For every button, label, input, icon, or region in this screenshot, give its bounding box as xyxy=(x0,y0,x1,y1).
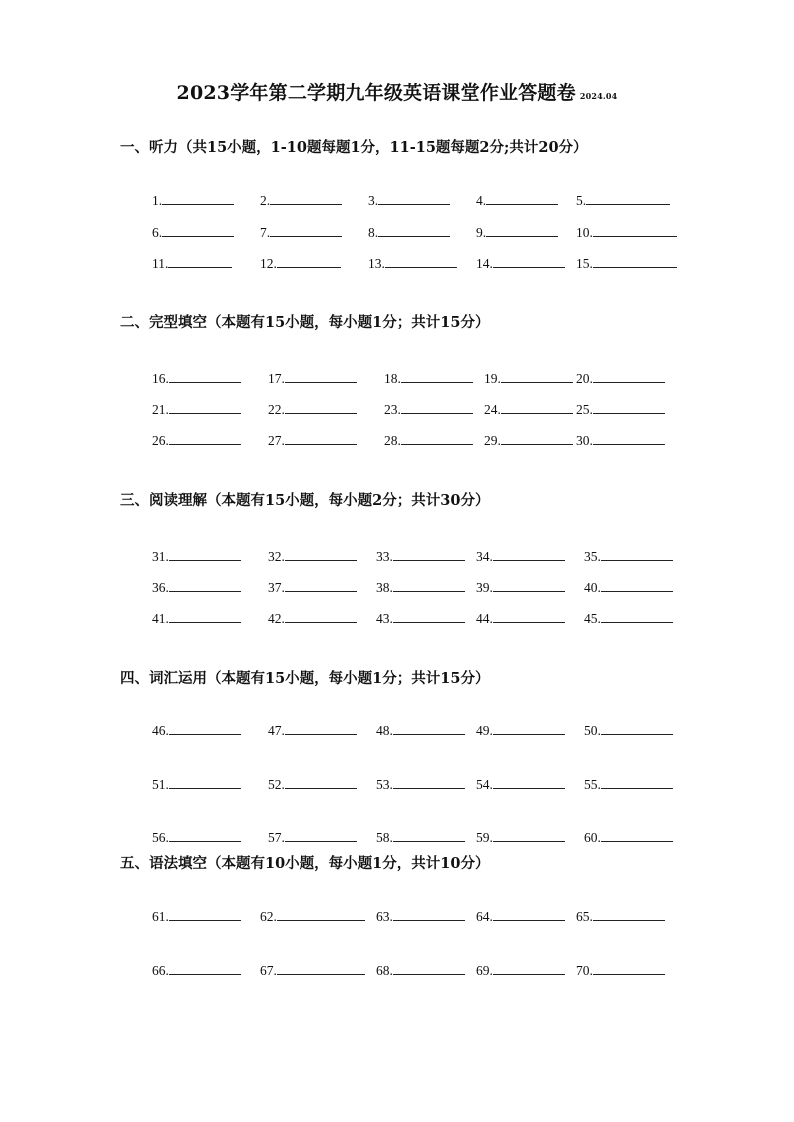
section-heading-grammar: 五、语法填空（本题有10小题，每小题1分，共计10分） xyxy=(120,855,490,872)
answer-item xyxy=(384,400,473,416)
answer-blank[interactable] xyxy=(486,191,558,205)
question-number: 21. xyxy=(152,402,169,417)
question-number: 51. xyxy=(152,777,169,792)
answer-item xyxy=(476,223,558,239)
question-number: 62. xyxy=(260,909,277,924)
answer-item xyxy=(152,191,234,207)
answer-blank[interactable] xyxy=(501,431,573,445)
answer-blank[interactable] xyxy=(270,223,342,237)
question-number: 67. xyxy=(260,963,277,978)
answer-item xyxy=(476,578,565,594)
question-number: 70. xyxy=(576,963,593,978)
answer-item xyxy=(260,223,342,239)
question-number: 34. xyxy=(476,549,493,564)
answer-item xyxy=(152,431,241,447)
answer-blank[interactable] xyxy=(393,828,465,842)
answer-blank[interactable] xyxy=(393,961,465,975)
answer-item xyxy=(152,828,241,844)
answer-blank[interactable] xyxy=(401,400,473,414)
answer-item xyxy=(260,961,365,977)
question-number: 36. xyxy=(152,580,169,595)
question-number: 61. xyxy=(152,909,169,924)
section-heading-reading: 三、阅读理解（本题有15小题，每小题2分；共计30分） xyxy=(120,492,490,509)
answer-blank[interactable] xyxy=(393,578,465,592)
question-number: 32. xyxy=(268,549,285,564)
question-number: 6. xyxy=(152,225,163,240)
answer-blank[interactable] xyxy=(401,369,473,383)
answer-blank[interactable] xyxy=(601,547,673,561)
question-number: 50. xyxy=(584,723,601,738)
answer-item xyxy=(576,961,665,977)
answer-blank[interactable] xyxy=(378,223,450,237)
answer-blank[interactable] xyxy=(285,609,357,623)
answer-blank[interactable] xyxy=(401,431,473,445)
answer-blank[interactable] xyxy=(285,775,357,789)
answer-item xyxy=(584,578,673,594)
question-number: 14. xyxy=(476,256,493,271)
answer-item xyxy=(152,578,241,594)
question-number: 56. xyxy=(152,830,169,845)
section-heading-listening: 一、听力（共15小题，1-10题每题1分，11-15题每题2分;共计20分） xyxy=(120,139,588,156)
question-number: 23. xyxy=(384,402,401,417)
question-number: 19. xyxy=(484,371,501,386)
answer-item xyxy=(152,400,241,416)
answer-item xyxy=(476,907,565,923)
answer-blank[interactable] xyxy=(169,369,241,383)
question-number: 43. xyxy=(376,611,393,626)
answer-item xyxy=(576,431,665,447)
answer-blank[interactable] xyxy=(501,369,573,383)
question-number: 69. xyxy=(476,963,493,978)
question-number: 29. xyxy=(484,433,501,448)
answer-item xyxy=(268,578,357,594)
answer-item xyxy=(152,609,241,625)
answer-item xyxy=(152,254,232,270)
answer-blank[interactable] xyxy=(378,191,450,205)
answer-blank[interactable] xyxy=(393,547,465,561)
answer-blank[interactable] xyxy=(169,907,241,921)
answer-blank[interactable] xyxy=(169,775,241,789)
answer-blank[interactable] xyxy=(285,431,357,445)
page-title xyxy=(0,78,794,105)
answer-item xyxy=(484,400,573,416)
question-number: 2. xyxy=(260,193,271,208)
answer-item xyxy=(576,254,677,270)
answer-blank[interactable] xyxy=(169,828,241,842)
question-number: 40. xyxy=(584,580,601,595)
answer-blank[interactable] xyxy=(169,578,241,592)
answer-blank[interactable] xyxy=(486,223,558,237)
answer-blank[interactable] xyxy=(285,828,357,842)
question-number: 18. xyxy=(384,371,401,386)
answer-blank[interactable] xyxy=(593,431,665,445)
question-number: 45. xyxy=(584,611,601,626)
question-number: 65. xyxy=(576,909,593,924)
answer-blank[interactable] xyxy=(601,775,673,789)
answer-item xyxy=(268,775,357,791)
answer-blank[interactable] xyxy=(285,578,357,592)
question-number: 1. xyxy=(152,193,163,208)
answer-item xyxy=(152,547,241,563)
answer-item xyxy=(376,828,465,844)
answer-item xyxy=(376,721,465,737)
answer-blank[interactable] xyxy=(493,961,565,975)
answer-item xyxy=(376,547,465,563)
answer-blank[interactable] xyxy=(277,254,341,268)
question-number: 22. xyxy=(268,402,285,417)
answer-item xyxy=(152,721,241,737)
question-number: 28. xyxy=(384,433,401,448)
answer-blank[interactable] xyxy=(393,721,465,735)
answer-item xyxy=(384,369,473,385)
answer-blank[interactable] xyxy=(601,609,673,623)
answer-item xyxy=(376,907,465,923)
answer-item xyxy=(268,721,357,737)
question-number: 17. xyxy=(268,371,285,386)
answer-blank[interactable] xyxy=(169,961,241,975)
question-number: 24. xyxy=(484,402,501,417)
answer-blank[interactable] xyxy=(277,961,365,975)
answer-blank[interactable] xyxy=(162,223,234,237)
answer-item xyxy=(260,191,342,207)
answer-blank[interactable] xyxy=(493,828,565,842)
question-number: 37. xyxy=(268,580,285,595)
answer-item xyxy=(476,961,565,977)
answer-blank[interactable] xyxy=(285,400,357,414)
answer-blank[interactable] xyxy=(169,431,241,445)
answer-blank[interactable] xyxy=(493,609,565,623)
question-number: 13. xyxy=(368,256,385,271)
answer-item xyxy=(152,223,234,239)
answer-item xyxy=(476,254,565,270)
answer-blank[interactable] xyxy=(169,609,241,623)
answer-blank[interactable] xyxy=(493,721,565,735)
question-number: 8. xyxy=(368,225,379,240)
question-number: 44. xyxy=(476,611,493,626)
answer-blank[interactable] xyxy=(586,191,670,205)
question-number: 53. xyxy=(376,777,393,792)
question-number: 59. xyxy=(476,830,493,845)
answer-blank[interactable] xyxy=(493,907,565,921)
answer-blank[interactable] xyxy=(393,907,465,921)
answer-blank[interactable] xyxy=(593,369,665,383)
question-number: 11. xyxy=(152,256,169,271)
answer-blank[interactable] xyxy=(593,907,665,921)
answer-blank[interactable] xyxy=(169,721,241,735)
answer-item xyxy=(584,721,673,737)
question-number: 60. xyxy=(584,830,601,845)
answer-item xyxy=(376,961,465,977)
question-number: 57. xyxy=(268,830,285,845)
answer-blank[interactable] xyxy=(169,400,241,414)
answer-item xyxy=(384,431,473,447)
question-number: 68. xyxy=(376,963,393,978)
question-number: 30. xyxy=(576,433,593,448)
answer-item xyxy=(476,191,558,207)
question-number: 27. xyxy=(268,433,285,448)
answer-blank[interactable] xyxy=(593,961,665,975)
question-number: 3. xyxy=(368,193,379,208)
date-label: 2024.04 xyxy=(579,91,618,101)
answer-blank[interactable] xyxy=(393,609,465,623)
question-number: 64. xyxy=(476,909,493,924)
question-number: 26. xyxy=(152,433,169,448)
answer-item xyxy=(476,721,565,737)
question-number: 42. xyxy=(268,611,285,626)
answer-item xyxy=(268,369,357,385)
answer-blank[interactable] xyxy=(493,254,565,268)
question-number: 39. xyxy=(476,580,493,595)
answer-blank[interactable] xyxy=(277,907,365,921)
answer-item xyxy=(576,369,665,385)
answer-item xyxy=(476,775,565,791)
section-heading-vocabulary: 四、词汇运用（本题有15小题，每小题1分；共计15分） xyxy=(120,670,490,687)
answer-item xyxy=(152,907,241,923)
question-number: 10. xyxy=(576,225,593,240)
question-number: 33. xyxy=(376,549,393,564)
question-number: 46. xyxy=(152,723,169,738)
answer-item xyxy=(576,191,670,207)
question-number: 54. xyxy=(476,777,493,792)
answer-item xyxy=(376,775,465,791)
answer-item xyxy=(584,775,673,791)
question-number: 4. xyxy=(476,193,487,208)
answer-item xyxy=(152,369,241,385)
question-number: 31. xyxy=(152,549,169,564)
answer-blank[interactable] xyxy=(285,721,357,735)
answer-item xyxy=(584,547,673,563)
answer-item xyxy=(152,961,241,977)
question-number: 55. xyxy=(584,777,601,792)
answer-item xyxy=(476,547,565,563)
answer-blank[interactable] xyxy=(601,578,673,592)
answer-item xyxy=(260,907,365,923)
answer-blank[interactable] xyxy=(393,775,465,789)
answer-item xyxy=(584,828,673,844)
answer-item xyxy=(584,609,673,625)
answer-item xyxy=(484,369,573,385)
answer-blank[interactable] xyxy=(493,578,565,592)
answer-item xyxy=(268,431,357,447)
question-number: 12. xyxy=(260,256,277,271)
question-number: 15. xyxy=(576,256,593,271)
question-number: 35. xyxy=(584,549,601,564)
answer-item xyxy=(268,400,357,416)
answer-item xyxy=(576,223,677,239)
answer-blank[interactable] xyxy=(285,369,357,383)
answer-blank[interactable] xyxy=(385,254,457,268)
answer-blank[interactable] xyxy=(168,254,232,268)
answer-item xyxy=(152,775,241,791)
answer-item xyxy=(268,609,357,625)
answer-item xyxy=(376,578,465,594)
question-number: 25. xyxy=(576,402,593,417)
answer-item xyxy=(484,431,573,447)
answer-item xyxy=(368,191,450,207)
question-number: 41. xyxy=(152,611,169,626)
answer-blank[interactable] xyxy=(501,400,573,414)
title-text: 2023学年第二学期九年级英语课堂作业答题卷 xyxy=(176,82,576,104)
question-number: 66. xyxy=(152,963,169,978)
answer-blank[interactable] xyxy=(601,721,673,735)
answer-item xyxy=(268,547,357,563)
question-number: 7. xyxy=(260,225,271,240)
question-number: 48. xyxy=(376,723,393,738)
answer-blank[interactable] xyxy=(593,223,677,237)
answer-item xyxy=(576,907,665,923)
answer-item xyxy=(260,254,341,270)
answer-blank[interactable] xyxy=(493,547,565,561)
answer-blank[interactable] xyxy=(601,828,673,842)
answer-blank[interactable] xyxy=(593,400,665,414)
question-number: 58. xyxy=(376,830,393,845)
answer-blank[interactable] xyxy=(593,254,677,268)
question-number: 47. xyxy=(268,723,285,738)
answer-item xyxy=(476,609,565,625)
answer-item xyxy=(376,609,465,625)
question-number: 49. xyxy=(476,723,493,738)
question-number: 52. xyxy=(268,777,285,792)
question-number: 9. xyxy=(476,225,487,240)
answer-blank[interactable] xyxy=(270,191,342,205)
answer-item xyxy=(268,828,357,844)
answer-item xyxy=(368,223,450,239)
question-number: 63. xyxy=(376,909,393,924)
question-number: 16. xyxy=(152,371,169,386)
answer-blank[interactable] xyxy=(162,191,234,205)
question-number: 5. xyxy=(576,193,587,208)
answer-blank[interactable] xyxy=(285,547,357,561)
question-number: 38. xyxy=(376,580,393,595)
section-heading-cloze: 二、完型填空（本题有15小题，每小题1分；共计15分） xyxy=(120,314,490,331)
question-number: 20. xyxy=(576,371,593,386)
answer-item xyxy=(368,254,457,270)
answer-item xyxy=(576,400,665,416)
answer-blank[interactable] xyxy=(493,775,565,789)
answer-item xyxy=(476,828,565,844)
answer-blank[interactable] xyxy=(169,547,241,561)
